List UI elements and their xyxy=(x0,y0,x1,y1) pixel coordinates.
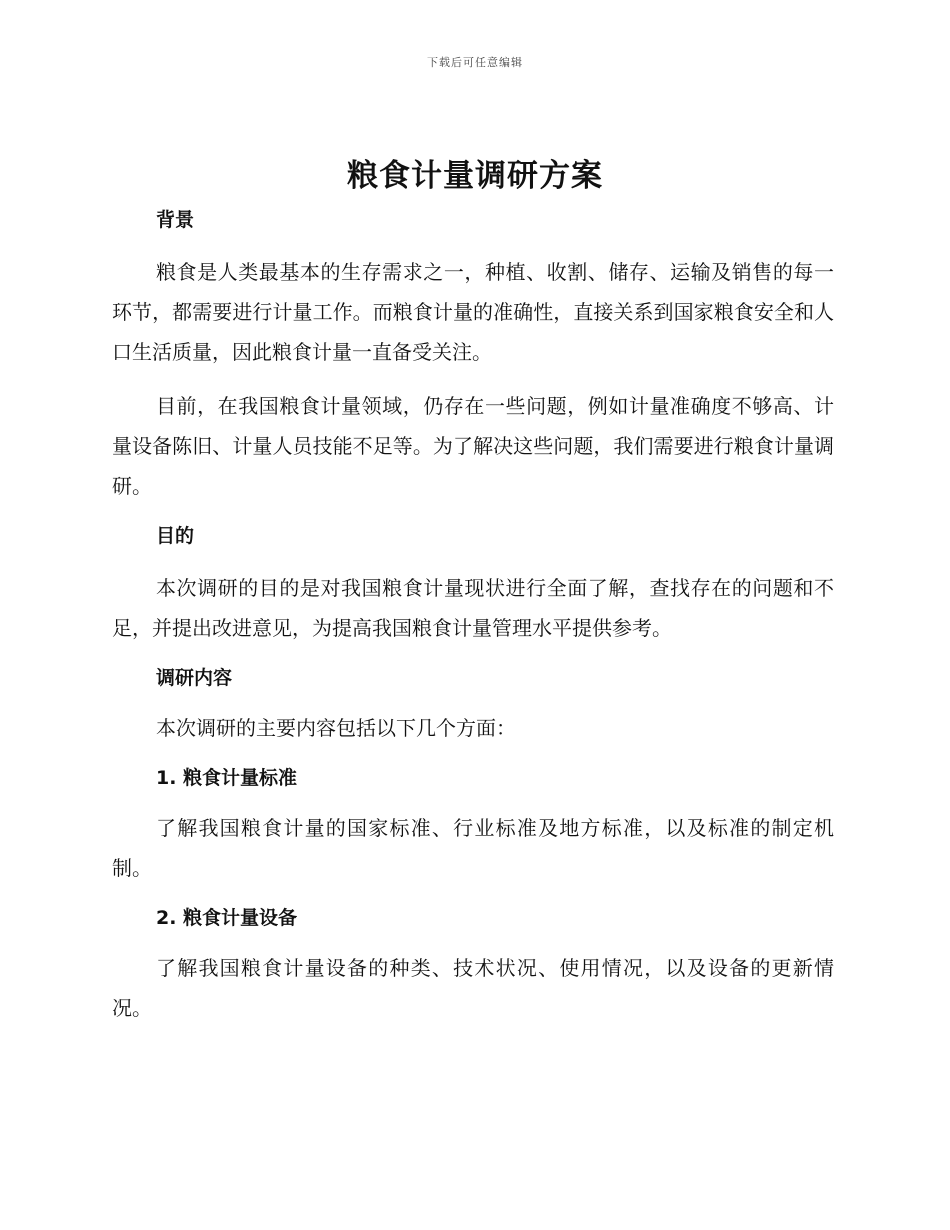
paragraph-background-1: 粮食是人类最基本的生存需求之一，种植、收割、储存、运输及销售的每一环节，都需要进行计量工作。而粮食计量的准确性，直接关系到国家粮食安全和人口生活质量，因此粮食计量一直备受关注。 xyxy=(112,260,834,364)
section-heading-purpose: 目的 xyxy=(156,525,195,547)
section-heading-content: 调研内容 xyxy=(156,667,233,689)
paragraph-grain-equipment: 了解我国粮食计量设备的种类、技术状况、使用情况，以及设备的更新情况。 xyxy=(112,956,834,1020)
header-note: 下载后可任意编辑 xyxy=(427,56,523,69)
document-body xyxy=(112,204,834,1028)
paragraph-content-intro: 本次调研的主要内容包括以下几个方面： xyxy=(156,716,516,740)
subheading-grain-equipment: 2. 粮食计量设备 xyxy=(156,907,298,929)
document-title: 粮食计量调研方案 xyxy=(347,158,603,194)
subheading-grain-standards: 1. 粮食计量标准 xyxy=(156,767,298,789)
paragraph-background-2: 目前，在我国粮食计量领域，仍存在一些问题，例如计量准确度不够高、计量设备陈旧、计量人员技能不足等。为了解决这些问题，我们需要进行粮食计量调研。 xyxy=(112,394,834,498)
paragraph-grain-standards: 了解我国粮食计量的国家标准、行业标准及地方标准，以及标准的制定机制。 xyxy=(112,816,834,880)
section-heading-background: 背景 xyxy=(156,209,195,231)
paragraph-purpose-1: 本次调研的目的是对我国粮食计量现状进行全面了解，查找存在的问题和不足，并提出改进意见，为提高我国粮食计量管理水平提供参考。 xyxy=(112,576,834,640)
